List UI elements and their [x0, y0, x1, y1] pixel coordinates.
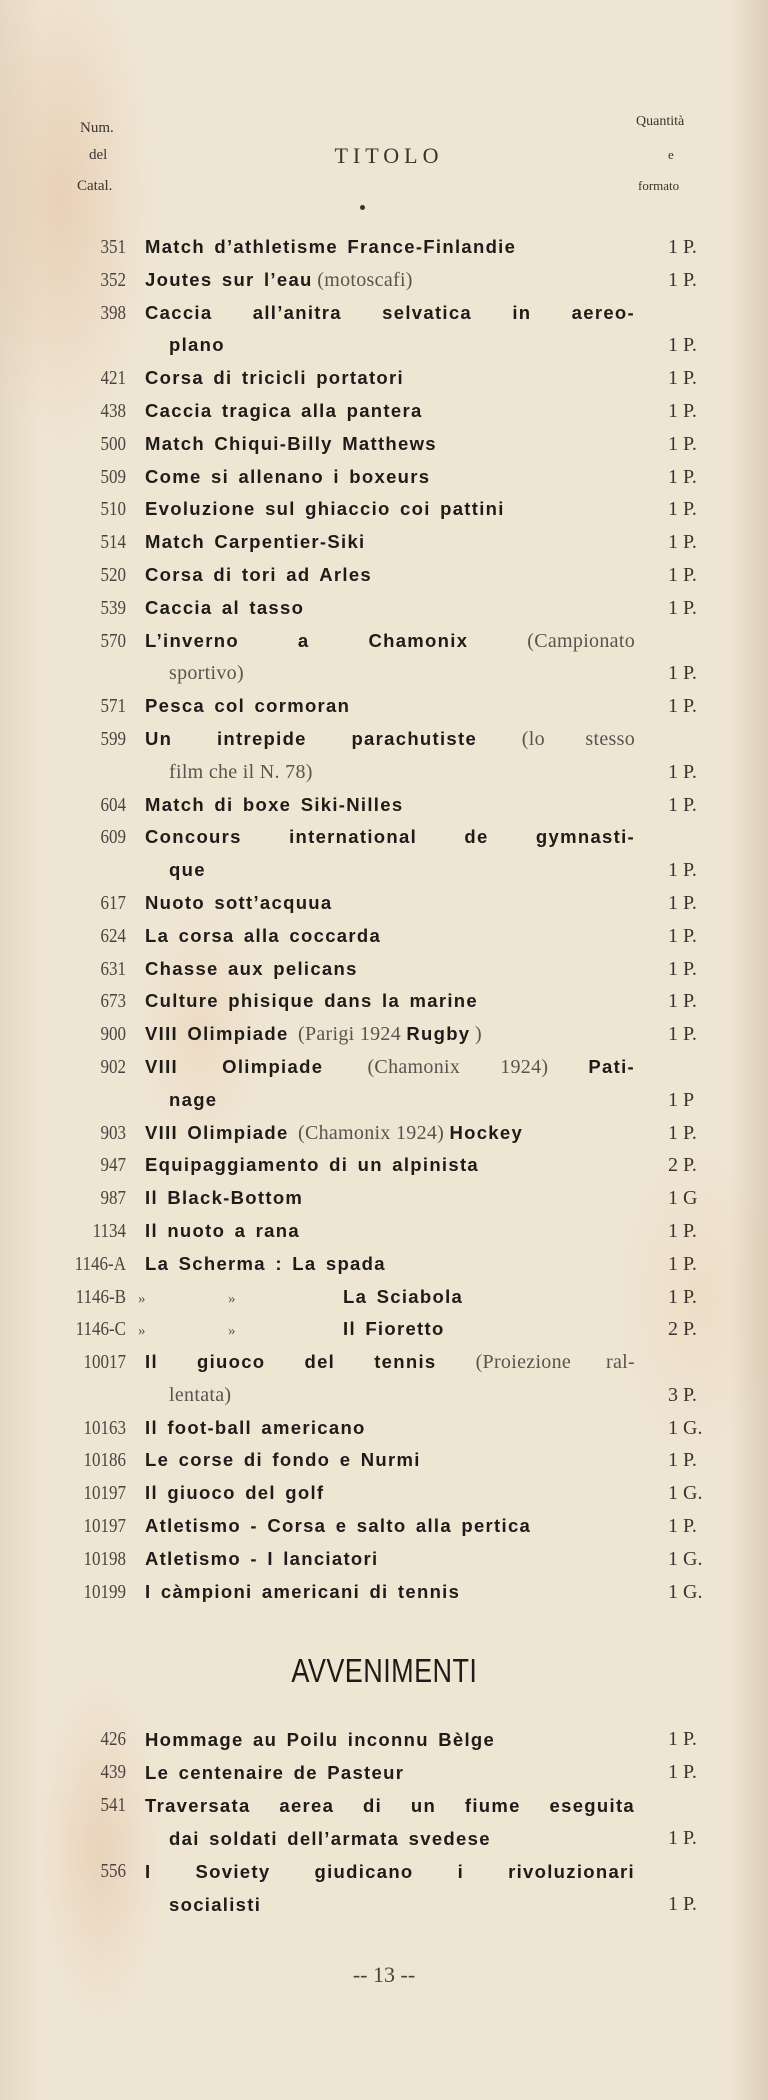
- catalog-entry: [0, 723, 768, 756]
- catalog-number: 510: [100, 498, 126, 521]
- entry-title: [145, 1412, 635, 1446]
- entry-title: [145, 428, 635, 462]
- catalog-entry: [0, 953, 768, 986]
- entry-title: [145, 887, 635, 921]
- catalog-number: 617: [100, 891, 126, 914]
- title-text: Pati-: [588, 1055, 635, 1077]
- entry-title: [145, 461, 635, 495]
- quantity-format: 1 P.: [668, 465, 697, 488]
- entry-title: [145, 1756, 635, 1791]
- catalog-number: 539: [100, 596, 126, 619]
- header-qty-line2: e: [668, 147, 674, 162]
- title-text: VIII Olimpiade: [145, 1055, 368, 1077]
- catalog-number: 571: [100, 695, 126, 718]
- catalog-entry: [0, 1346, 768, 1379]
- entry-title: [145, 1477, 635, 1511]
- entry-title: [145, 1215, 635, 1249]
- quantity-format: 3 P.: [668, 1383, 697, 1406]
- catalog-entry: [0, 493, 768, 526]
- catalog-entry: [0, 1543, 768, 1576]
- entry-title: [145, 526, 635, 560]
- catalog-number: 902: [100, 1055, 126, 1078]
- title-text: plano: [169, 334, 225, 356]
- title-text: Caccia all’anitra selvatica in aereo-: [145, 301, 635, 323]
- catalog-number: 556: [100, 1860, 126, 1882]
- entry-continuation-line: [0, 1888, 768, 1921]
- entry-title: [145, 231, 635, 265]
- quantity-format: 1 P.: [668, 1728, 697, 1750]
- title-text: Il giuoco del tennis: [145, 1351, 476, 1373]
- entry-title: [145, 493, 635, 527]
- entry-title: [145, 592, 635, 626]
- quantity-format: 1 P.: [668, 957, 697, 980]
- catalog-number: 426: [100, 1728, 126, 1750]
- quantity-format: 1 P.: [668, 891, 697, 914]
- quantity-format: 1 P.: [668, 399, 697, 422]
- title-text: Corsa di tori ad Arles: [145, 563, 373, 585]
- catalog-list: [0, 231, 768, 1608]
- ditto-mark: »: [228, 1323, 236, 1340]
- entry-title: [145, 1789, 635, 1822]
- quantity-format: 1 P.: [668, 531, 697, 554]
- catalog-number: 1134: [92, 1219, 126, 1242]
- title-text: L’inverno a Chamonix: [145, 629, 528, 651]
- title-text: Match Chiqui-Billy Matthews: [145, 432, 437, 454]
- catalog-entry: [0, 231, 768, 264]
- catalog-number: 10017: [83, 1351, 126, 1374]
- entry-continuation-line: [0, 854, 768, 887]
- entry-title: [169, 756, 635, 790]
- catalog-entry: [0, 1182, 768, 1215]
- catalog-entry: [0, 1149, 768, 1182]
- catalog-number: 10163: [83, 1416, 126, 1439]
- title-text: Il Black-Bottom: [145, 1187, 304, 1209]
- catalog-entry: [0, 395, 768, 428]
- catalog-number: 500: [100, 432, 126, 455]
- catalog-number: 514: [100, 531, 126, 554]
- title-text: Pesca col cormoran: [145, 695, 351, 717]
- quantity-format: 1 P.: [668, 1285, 697, 1308]
- title-text: Hommage au Poilu inconnu Bèlge: [145, 1729, 496, 1750]
- catalog-entry: [0, 1215, 768, 1248]
- quantity-format: 1 P.: [668, 1219, 697, 1242]
- catalog-entry: [0, 1117, 768, 1150]
- catalog-number: 509: [100, 465, 126, 488]
- catalog-number: 10198: [83, 1547, 126, 1570]
- quantity-format: 1 P.: [668, 1761, 697, 1783]
- title-note: (Chamonix 1924): [297, 1121, 450, 1144]
- column-header-title: TITOLO: [334, 143, 444, 168]
- title-text: Il foot-ball americano: [145, 1416, 366, 1438]
- entry-title: [145, 1723, 635, 1758]
- entry-title: [145, 559, 635, 593]
- catalog-number: 624: [100, 924, 126, 947]
- quantity-format: 1 P.: [668, 596, 697, 619]
- title-text: Caccia al tasso: [145, 596, 305, 618]
- catalog-number: 439: [100, 1761, 126, 1783]
- entry-title: [145, 985, 635, 1019]
- catalog-entry: [0, 526, 768, 559]
- entry-title: [169, 329, 635, 363]
- quantity-format: 1 P.: [668, 695, 697, 718]
- title-text: I Soviety giudicano i rivoluzionari: [145, 1861, 635, 1882]
- entry-title: [169, 1822, 635, 1857]
- title-text: Nuoto sott’acquua: [145, 891, 333, 913]
- catalog-entry: [0, 1756, 768, 1789]
- catalog-number: 10199: [83, 1580, 126, 1603]
- entry-title: [145, 953, 635, 987]
- title-text: Atletismo - Corsa e salto alla pertica: [145, 1515, 532, 1537]
- catalog-entry: [0, 1510, 768, 1543]
- entry-continuation-line: [0, 1822, 768, 1855]
- catalog-entry: [0, 428, 768, 461]
- quantity-format: 1 P: [668, 1088, 695, 1111]
- header-num-line2: del: [89, 147, 108, 163]
- title-text: Corsa di tricicli portatori: [145, 367, 404, 389]
- catalog-entry: [0, 592, 768, 625]
- catalog-number: 673: [100, 990, 126, 1013]
- catalog-entry: [0, 1313, 768, 1346]
- entry-title: [145, 297, 635, 330]
- quantity-format: 1 G.: [668, 1416, 703, 1439]
- title-text: Chasse aux pelicans: [145, 957, 358, 979]
- title-text: Le centenaire de Pasteur: [145, 1762, 405, 1783]
- catalog-number: 570: [100, 629, 126, 652]
- entry-title: [145, 723, 635, 756]
- page-number: -- 13 --: [352, 1962, 416, 1987]
- entry-title: [145, 1543, 635, 1577]
- catalog-number: 1146-C: [75, 1318, 126, 1341]
- catalog-number: 604: [100, 793, 126, 816]
- entry-title: [145, 1510, 635, 1544]
- title-text: La Scherma : La spada: [145, 1252, 386, 1274]
- section-heading: [0, 1652, 768, 1690]
- title-note: sportivo): [169, 662, 244, 685]
- catalog-number: 421: [100, 367, 126, 390]
- title-text: Come si allenano i boxeurs: [145, 465, 431, 487]
- catalog-entry: [0, 297, 768, 330]
- title-note: (lo stesso: [521, 727, 635, 750]
- quantity-format: 1 P.: [668, 662, 697, 685]
- entry-title: [138, 1313, 628, 1348]
- entry-title: [169, 1888, 635, 1923]
- title-text: nage: [169, 1088, 218, 1110]
- title-note: film che il N. 78): [169, 760, 313, 783]
- title-text: Caccia tragica alla pantera: [145, 399, 423, 421]
- title-text: I càmpioni americani di tennis: [145, 1580, 461, 1602]
- catalog-entry: [0, 1576, 768, 1609]
- title-text: Le corse di fondo e Nurmi: [145, 1449, 421, 1471]
- header-qty-line3: formato: [638, 178, 680, 193]
- catalog-entry: [0, 985, 768, 1018]
- quantity-format: 1 P.: [668, 1252, 697, 1275]
- title-text: dai soldati dell’armata svedese: [169, 1828, 491, 1849]
- catalog-number: 947: [100, 1154, 126, 1177]
- entry-title: [145, 1051, 635, 1084]
- quantity-format: 1 G.: [668, 1547, 703, 1570]
- quantity-format: 1 P.: [668, 1121, 697, 1144]
- quantity-format: 1 P.: [668, 1449, 697, 1472]
- title-text: La corsa alla coccarda: [145, 924, 382, 946]
- catalog-entry: [0, 362, 768, 395]
- entry-continuation-line: [0, 1379, 768, 1412]
- catalog-entry: [0, 690, 768, 723]
- title-text: Un intrepide parachutiste: [145, 727, 522, 749]
- entry-title: [145, 1149, 635, 1183]
- title-note: (Chamonix 1924): [367, 1055, 589, 1078]
- entry-title: [145, 1576, 635, 1610]
- header-qty-line1: Quantità: [636, 114, 685, 129]
- title-note: (motoscafi): [317, 268, 413, 291]
- entry-title: [145, 690, 635, 724]
- title-text: VIII Olimpiade: [145, 1023, 298, 1045]
- entry-continuation-line: [0, 329, 768, 362]
- entry-title: [138, 1281, 628, 1316]
- catalog-number: 631: [100, 957, 126, 980]
- catalog-entry: [0, 789, 768, 822]
- catalog-entry: [0, 1789, 768, 1822]
- quantity-format: 1 P.: [668, 760, 697, 783]
- entry-title: [169, 854, 635, 888]
- quantity-format: 1 G: [668, 1187, 698, 1210]
- quantity-format: 1 P.: [668, 1893, 697, 1915]
- catalog-entry: [0, 264, 768, 297]
- entry-title: [145, 1346, 635, 1379]
- catalog-entry: [0, 920, 768, 953]
- entry-title: [169, 1379, 635, 1413]
- title-text: Evoluzione sul ghiaccio coi pattini: [145, 498, 505, 520]
- title-text: Traversata aerea di un fiume eseguita: [145, 1795, 635, 1816]
- title-note: lentata): [169, 1383, 232, 1406]
- entry-title: [145, 1117, 635, 1151]
- ditto-mark: »: [228, 1290, 236, 1307]
- catalog-entry: [0, 1248, 768, 1281]
- quantity-format: 1 P.: [668, 432, 697, 455]
- title-text: Match Carpentier-Siki: [145, 531, 366, 553]
- quantity-format: 1 P.: [668, 236, 697, 258]
- quantity-format: 2 P.: [668, 1318, 697, 1341]
- catalog-entry: [0, 1477, 768, 1510]
- section-title: AVVENIMENTI: [291, 1652, 477, 1689]
- catalog-entry: [0, 1723, 768, 1756]
- title-text: Joutes sur l’eau: [145, 268, 313, 290]
- quantity-format: 1 P.: [668, 334, 697, 357]
- catalog-entry: [0, 1412, 768, 1445]
- entry-title: [145, 362, 635, 396]
- catalog-entry: [0, 1051, 768, 1084]
- title-note: (Proiezione ral-: [475, 1351, 635, 1374]
- quantity-format: 1 P.: [668, 793, 697, 816]
- header-num-line3: Catal.: [77, 178, 113, 194]
- quantity-format: 1 P.: [668, 367, 697, 390]
- quantity-format: 1 P.: [668, 268, 697, 291]
- quantity-format: 2 P.: [668, 1154, 697, 1177]
- catalog-number: 599: [100, 727, 126, 750]
- entry-title: [145, 1444, 635, 1478]
- title-text: Concours international de gymnasti-: [145, 826, 635, 848]
- quantity-format: 1 P.: [668, 1827, 697, 1849]
- title-text: La Sciabola: [343, 1285, 464, 1307]
- quantity-format: 1 G.: [668, 1482, 703, 1505]
- title-text: Match d’athletisme France-Finlandie: [145, 236, 517, 257]
- quantity-format: 1 P.: [668, 859, 697, 882]
- catalog-number: 1146-A: [74, 1252, 126, 1275]
- catalog-number: 520: [100, 563, 126, 586]
- catalog-entry: [0, 821, 768, 854]
- title-note: (Campionato: [527, 629, 635, 652]
- entry-title: [145, 1855, 635, 1888]
- catalog-entry: [0, 461, 768, 494]
- catalog-entry: [0, 887, 768, 920]
- title-note: ): [475, 1023, 482, 1046]
- catalog-entry: [0, 625, 768, 658]
- ink-dot: [360, 205, 365, 210]
- events-list: [0, 1723, 768, 1921]
- title-text: Rugby: [406, 1023, 471, 1045]
- entry-title: [145, 1018, 635, 1052]
- catalog-entry: [0, 1281, 768, 1314]
- entry-title: [145, 789, 635, 823]
- catalog-number: 541: [100, 1794, 126, 1816]
- title-text: que: [169, 859, 206, 881]
- title-text: Il Fioretto: [343, 1318, 445, 1340]
- entry-title: [145, 264, 635, 298]
- entry-continuation-line: [0, 1084, 768, 1117]
- title-note: (Parigi 1924: [297, 1023, 407, 1046]
- quantity-format: 1 P.: [668, 563, 697, 586]
- entry-title: [145, 395, 635, 429]
- catalog-number: 987: [100, 1187, 126, 1210]
- title-text: Atletismo - I lanciatori: [145, 1547, 379, 1569]
- catalog-number: 438: [100, 399, 126, 422]
- catalog-number: 10197: [83, 1515, 126, 1538]
- entry-title: [145, 1248, 635, 1282]
- catalog-number: 10186: [83, 1449, 126, 1472]
- quantity-format: 1 P.: [668, 1515, 697, 1538]
- title-text: Il giuoco del golf: [145, 1482, 325, 1504]
- entry-title: [145, 1182, 635, 1216]
- catalog-entry: [0, 559, 768, 592]
- title-text: Culture phisique dans la marine: [145, 990, 478, 1012]
- header-num-line1: Num.: [80, 120, 114, 136]
- catalog-number: 352: [100, 268, 126, 291]
- quantity-format: 1 P.: [668, 990, 697, 1013]
- title-text: Equipaggiamento di un alpinista: [145, 1154, 480, 1176]
- catalog-entry: [0, 1855, 768, 1888]
- catalog-number: 1146-B: [75, 1285, 126, 1308]
- catalog-number: 398: [100, 301, 126, 324]
- catalog-number: 10197: [83, 1482, 126, 1505]
- title-text: Il nuoto a rana: [145, 1219, 300, 1241]
- entry-title: [169, 1084, 635, 1118]
- catalog-number: 903: [100, 1121, 126, 1144]
- entry-title: [145, 920, 635, 954]
- ditto-mark: »: [138, 1290, 146, 1307]
- title-text: Hockey: [449, 1121, 524, 1143]
- title-text: socialisti: [169, 1894, 262, 1915]
- catalog-number: 609: [100, 826, 126, 849]
- ditto-mark: »: [138, 1323, 146, 1340]
- quantity-format: 1 P.: [668, 1023, 697, 1046]
- catalog-number: 900: [100, 1023, 126, 1046]
- quantity-format: 1 G.: [668, 1580, 703, 1603]
- entry-continuation-line: [0, 657, 768, 690]
- entry-title: [145, 821, 635, 854]
- title-text: VIII Olimpiade: [145, 1121, 298, 1143]
- entry-title: [169, 657, 635, 691]
- catalog-entry: [0, 1444, 768, 1477]
- title-text: Match di boxe Siki-Nilles: [145, 793, 404, 815]
- catalog-entry: [0, 1018, 768, 1051]
- entry-continuation-line: [0, 756, 768, 789]
- entry-title: [145, 625, 635, 658]
- catalog-number: 351: [100, 236, 126, 258]
- quantity-format: 1 P.: [668, 924, 697, 947]
- quantity-format: 1 P.: [668, 498, 697, 521]
